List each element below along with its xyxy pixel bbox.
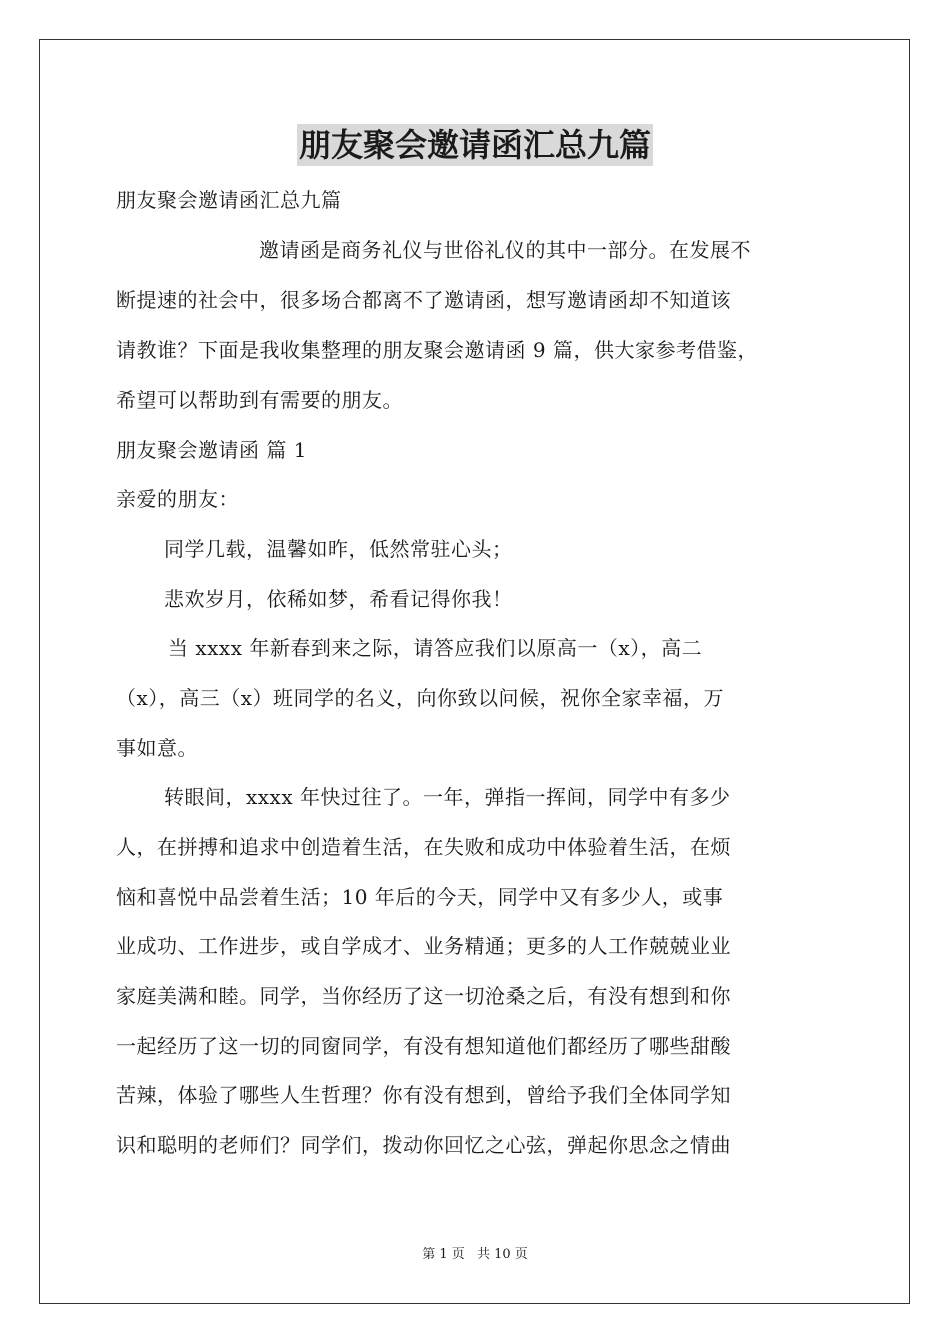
- paragraph-line: 苦辣，体验了哪些人生哲理？你有没有想到，曾给予我们全体同学知: [116, 1083, 731, 1107]
- document-title: 朋友聚会邀请函汇总九篇: [298, 126, 651, 164]
- paragraph-line: 人，在拼搏和追求中创造着生活，在失败和成功中体验着生活，在烦: [116, 835, 731, 859]
- paragraph-line: 一起经历了这一切的同窗同学，有没有想知道他们都经历了哪些甜酸: [116, 1034, 731, 1058]
- paragraph-line: 转眼间，xxxx 年快过往了。一年，弹指一挥间，同学中有多少: [164, 785, 731, 809]
- page-footer: [0, 1246, 950, 1264]
- paragraph-line: 业成功、工作进步，或自学成才、业务精通；更多的人工作兢兢业业: [116, 934, 731, 958]
- title-wrap: [0, 124, 950, 166]
- paragraph-line: 识和聪明的老师们？同学们，拨动你回忆之心弦，弹起你思念之情曲: [116, 1133, 731, 1157]
- intro-line: 邀请函是商务礼仪与世俗礼仪的其中一部分。在发展不: [259, 238, 751, 262]
- salutation: 亲爱的朋友：: [116, 487, 239, 511]
- subtitle: 朋友聚会邀请函汇总九篇: [116, 188, 342, 212]
- paragraph-line: 家庭美满和睦。同学，当你经历了这一切沧桑之后，有没有想到和你: [116, 984, 731, 1008]
- page-border: [39, 39, 910, 1304]
- paragraph-line: （x），高三（x）班同学的名义，向你致以问候，祝你全家幸福，万: [116, 686, 725, 710]
- intro-line: 希望可以帮助到有需要的朋友。: [116, 388, 403, 412]
- paragraph-line: 事如意。: [116, 736, 198, 760]
- section-heading: 朋友聚会邀请函 篇 1: [116, 438, 307, 462]
- verse-line: 悲欢岁月，依稀如梦，希看记得你我！: [164, 587, 513, 611]
- intro-line: 断提速的社会中，很多场合都离不了邀请函，想写邀请函却不知道该: [116, 288, 731, 312]
- page-total: 共 10 页: [476, 1247, 528, 1262]
- verse-line: 同学几载，温馨如昨，低然常驻心头；: [164, 537, 513, 561]
- intro-line: 请教谁？下面是我收集整理的朋友聚会邀请函 9 篇，供大家参考借鉴，: [116, 338, 758, 362]
- paragraph-line: 当 xxxx 年新春到来之际，请答应我们以原高一（x），高二: [168, 636, 703, 660]
- page-number: 第 1 页: [422, 1247, 465, 1262]
- paragraph-line: 恼和喜悦中品尝着生活；10 年后的今天，同学中又有多少人，或事: [116, 885, 724, 909]
